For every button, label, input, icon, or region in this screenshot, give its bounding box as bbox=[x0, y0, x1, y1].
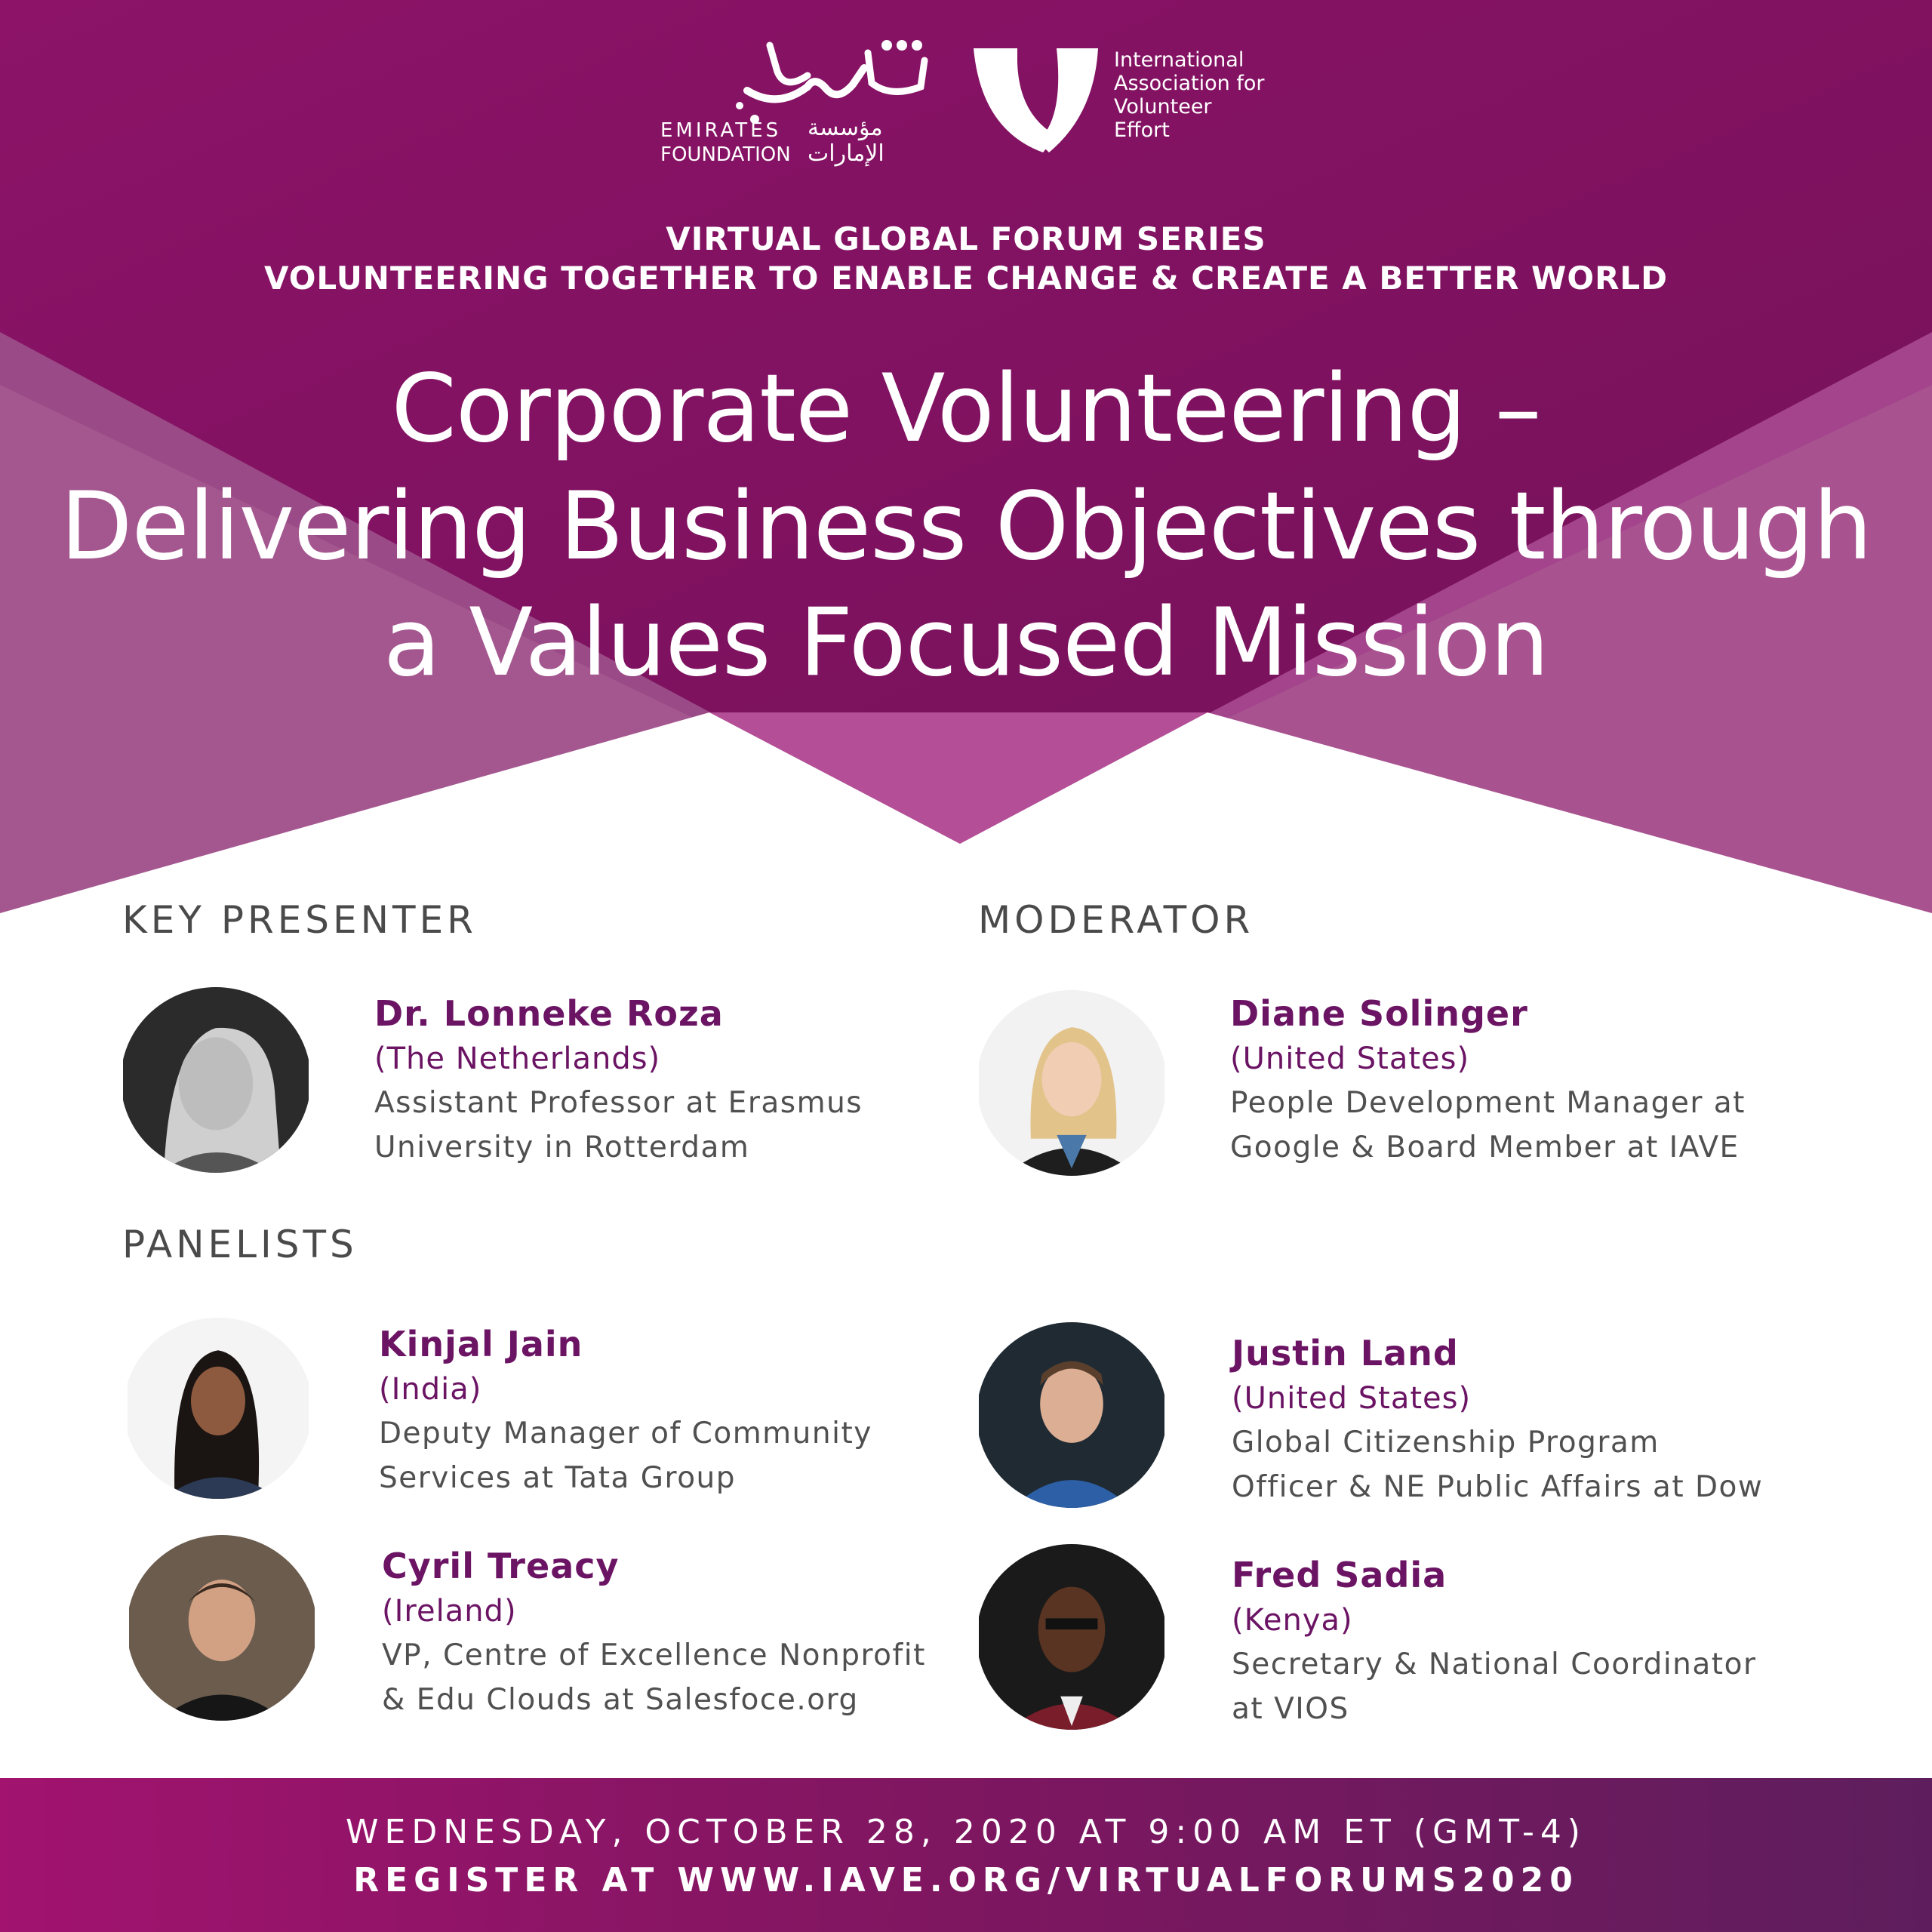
emirates-text: EMIRATES bbox=[660, 119, 782, 142]
panelist-avatar-justin bbox=[977, 1322, 1167, 1508]
panelist-role-cyril-line1: VP, Centre of Excellence Nonprofit bbox=[382, 1638, 926, 1672]
panelist-role-justin-line1: Global Citizenship Program bbox=[1232, 1426, 1660, 1460]
iave-line4: Effort bbox=[1114, 118, 1170, 142]
event-footer bbox=[0, 1778, 1932, 1932]
moderator-role-line2: Google & Board Member at IAVE bbox=[1230, 1131, 1740, 1164]
panelist-name-kinjal: Kinjal Jain bbox=[379, 1324, 583, 1364]
panelist-role-kinjal-line2: Services at Tata Group bbox=[379, 1461, 737, 1495]
panelist-role-kinjal-line1: Deputy Manager of Community bbox=[379, 1417, 872, 1451]
panelist-name-justin: Justin Land bbox=[1232, 1333, 1459, 1374]
panelist-country-cyril: (Ireland) bbox=[382, 1594, 517, 1629]
panelist-name-cyril: Cyril Treacy bbox=[382, 1546, 620, 1586]
emirates-arabic-line2: الإمارات bbox=[808, 140, 884, 167]
presenter-role-line1: Assistant Professor at Erasmus bbox=[374, 1086, 863, 1120]
panelist-info-kinjal bbox=[379, 1321, 952, 1500]
iave-line3: Volunteer bbox=[1114, 95, 1212, 118]
registration-link[interactable]: REGISTER AT WWW.IAVE.ORG/VIRTUALFORUMS2020 bbox=[353, 1861, 1579, 1900]
moderator-heading: MODERATOR bbox=[978, 898, 1254, 942]
event-title-line1: Corporate Volunteering – bbox=[391, 355, 1541, 463]
iave-emblem-icon bbox=[974, 47, 1102, 156]
moderator-country: (United States) bbox=[1230, 1041, 1470, 1076]
panelist-info-cyril bbox=[382, 1543, 955, 1722]
emirates-calligraphy-icon bbox=[694, 30, 951, 128]
panelist-info-fred bbox=[1232, 1552, 1805, 1731]
panelist-avatar-cyril bbox=[127, 1535, 317, 1721]
iave-logo bbox=[974, 47, 1291, 160]
series-title: VIRTUAL GLOBAL FORUM SERIES bbox=[666, 220, 1266, 257]
key-presenter-heading: KEY PRESENTER bbox=[122, 898, 477, 942]
panelist-avatar-fred bbox=[977, 1544, 1167, 1730]
series-tagline: VOLUNTEERING TOGETHER TO ENABLE CHANGE & CREATE A BETTER WORLD bbox=[263, 260, 1669, 297]
panelist-country-fred: (Kenya) bbox=[1232, 1603, 1353, 1638]
iave-line2: Association for bbox=[1114, 72, 1265, 95]
panelist-role-cyril-line2: & Edu Clouds at Salesfoce.org bbox=[382, 1683, 859, 1717]
moderator-info bbox=[1230, 990, 1804, 1170]
emirates-foundation-logo bbox=[657, 30, 943, 174]
presenter-avatar bbox=[121, 987, 311, 1173]
moderator-name: Diane Solinger bbox=[1230, 993, 1528, 1034]
panelist-role-fred-line2: at VIOS bbox=[1232, 1692, 1349, 1726]
panelist-role-justin-line2: Officer & NE Public Affairs at Dow bbox=[1232, 1470, 1764, 1504]
event-title-line2: Delivering Business Objectives through bbox=[60, 472, 1872, 581]
presenter-name: Dr. Lonneke Roza bbox=[374, 993, 724, 1034]
emirates-arabic-line1: مؤسسة bbox=[808, 115, 883, 141]
panelist-avatar-kinjal bbox=[124, 1318, 312, 1499]
panelist-country-kinjal: (India) bbox=[379, 1372, 482, 1407]
foundation-text: FOUNDATION bbox=[660, 143, 791, 166]
iave-line1: International bbox=[1114, 48, 1244, 72]
panelist-name-fred: Fred Sadia bbox=[1232, 1555, 1447, 1595]
presenter-role-line2: University in Rotterdam bbox=[374, 1131, 750, 1164]
event-date: WEDNESDAY, OCTOBER 28, 2020 AT 9:00 AM ET (GMT-4) bbox=[346, 1813, 1586, 1851]
panelist-info-justin bbox=[1232, 1330, 1805, 1509]
panelist-role-fred-line1: Secretary & National Coordinator bbox=[1232, 1647, 1757, 1681]
panelist-country-justin: (United States) bbox=[1232, 1381, 1472, 1416]
moderator-avatar bbox=[977, 990, 1167, 1176]
panelists-heading: PANELISTS bbox=[122, 1223, 358, 1266]
event-title-line3: a Values Focused Mission bbox=[383, 589, 1549, 697]
moderator-role-line1: People Development Manager at bbox=[1230, 1086, 1746, 1120]
presenter-info bbox=[374, 990, 948, 1170]
presenter-country: (The Netherlands) bbox=[374, 1041, 661, 1076]
